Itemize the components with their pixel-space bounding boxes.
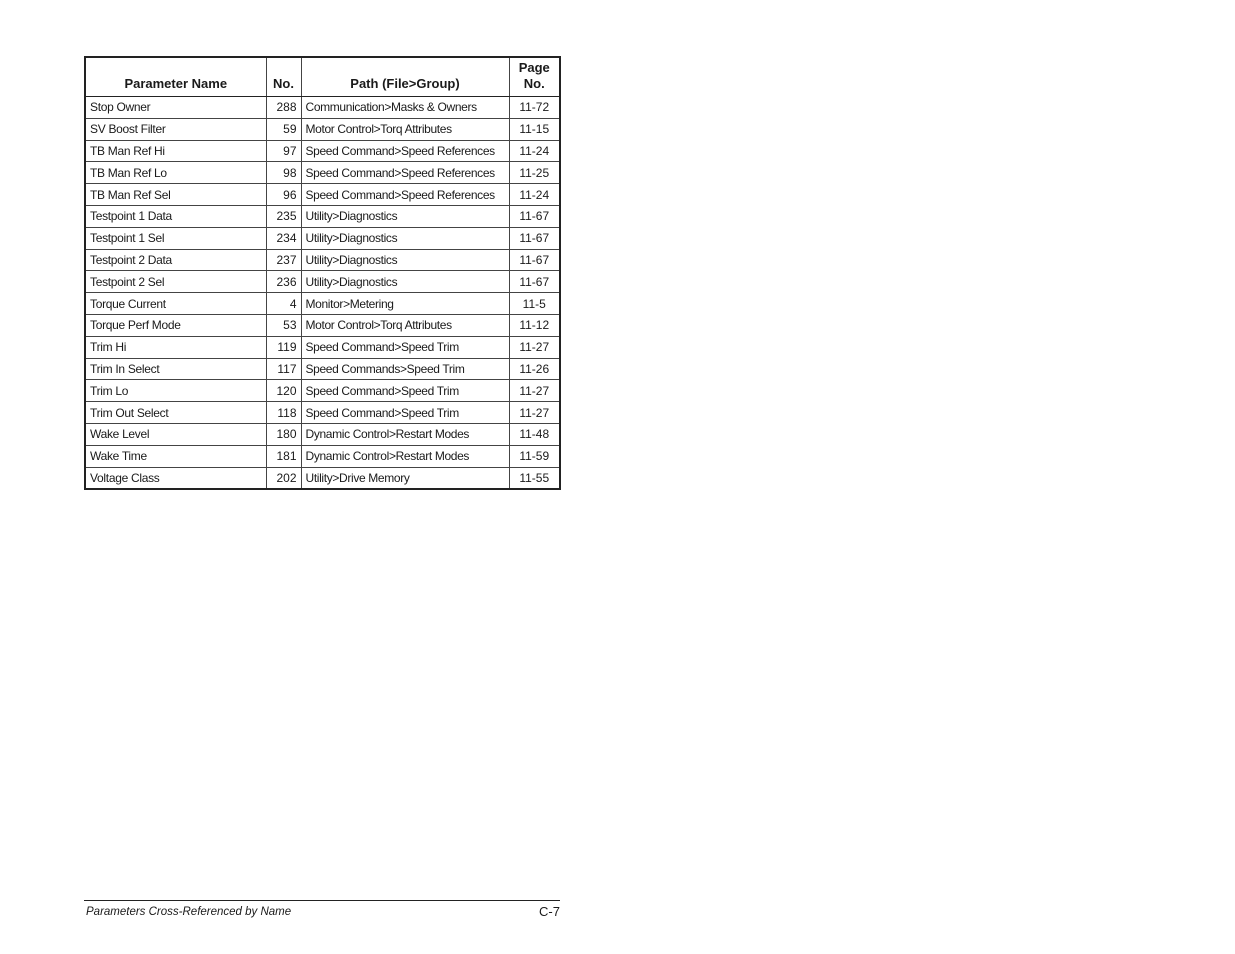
- parameter-number-cell: 236: [266, 271, 301, 293]
- table-row: [85, 423, 560, 445]
- page-number-cell: 11-67: [509, 249, 560, 271]
- parameter-name-cell: SV Boost Filter: [85, 118, 266, 140]
- page-number-cell: 11-55: [509, 467, 560, 489]
- page-number-cell: 11-67: [509, 227, 560, 249]
- parameter-name-cell: Trim Hi: [85, 336, 266, 358]
- parameter-number-cell: 96: [266, 184, 301, 206]
- parameter-path-cell: Speed Command>Speed References: [301, 140, 509, 162]
- table-row: [85, 358, 560, 380]
- table-row: [85, 336, 560, 358]
- parameter-number-cell: 119: [266, 336, 301, 358]
- parameter-path-cell: Dynamic Control>Restart Modes: [301, 445, 509, 467]
- parameter-number-cell: 234: [266, 227, 301, 249]
- header-number: No.: [266, 57, 301, 97]
- page-number-cell: 11-27: [509, 380, 560, 402]
- parameter-name-cell: Wake Level: [85, 423, 266, 445]
- header-parameter-name: Parameter Name: [85, 57, 266, 97]
- table-row: [85, 205, 560, 227]
- page-number-cell: 11-24: [509, 140, 560, 162]
- footer-page-number: C-7: [539, 904, 560, 919]
- parameter-name-cell: Stop Owner: [85, 97, 266, 119]
- table-row: [85, 380, 560, 402]
- table-row: [85, 271, 560, 293]
- parameter-name-cell: Trim Lo: [85, 380, 266, 402]
- table-row: [85, 184, 560, 206]
- parameter-name-cell: Voltage Class: [85, 467, 266, 489]
- header-path: Path (File>Group): [301, 57, 509, 97]
- parameter-path-cell: Utility>Diagnostics: [301, 227, 509, 249]
- parameter-name-cell: Testpoint 1 Data: [85, 205, 266, 227]
- table-row: [85, 402, 560, 424]
- table-row: [85, 314, 560, 336]
- header-page-line1: Page: [518, 60, 550, 75]
- parameter-number-cell: 181: [266, 445, 301, 467]
- page-number-cell: 11-72: [509, 97, 560, 119]
- parameter-name-cell: Torque Current: [85, 293, 266, 315]
- table-row: [85, 97, 560, 119]
- parameter-number-cell: 53: [266, 314, 301, 336]
- parameter-path-cell: Motor Control>Torq Attributes: [301, 314, 509, 336]
- page-number-cell: 11-25: [509, 162, 560, 184]
- parameter-number-cell: 117: [266, 358, 301, 380]
- parameter-name-cell: Testpoint 1 Sel: [85, 227, 266, 249]
- parameter-name-cell: Testpoint 2 Sel: [85, 271, 266, 293]
- header-page-line2: No.: [523, 76, 545, 91]
- parameter-name-cell: Trim In Select: [85, 358, 266, 380]
- page-number-cell: 11-5: [509, 293, 560, 315]
- parameter-path-cell: Monitor>Metering: [301, 293, 509, 315]
- parameter-path-cell: Speed Command>Speed Trim: [301, 380, 509, 402]
- parameter-path-cell: Speed Command>Speed References: [301, 184, 509, 206]
- header-page-number: [509, 57, 560, 97]
- table-row: [85, 467, 560, 489]
- page-number-cell: 11-67: [509, 271, 560, 293]
- parameter-path-cell: Speed Commands>Speed Trim: [301, 358, 509, 380]
- parameter-path-cell: Utility>Diagnostics: [301, 271, 509, 293]
- parameter-path-cell: Communication>Masks & Owners: [301, 97, 509, 119]
- parameter-path-cell: Speed Command>Speed References: [301, 162, 509, 184]
- page-number-cell: 11-27: [509, 336, 560, 358]
- parameter-number-cell: 237: [266, 249, 301, 271]
- table-header-row: [85, 57, 560, 97]
- parameter-number-cell: 120: [266, 380, 301, 402]
- table-row: [85, 118, 560, 140]
- parameter-name-cell: Trim Out Select: [85, 402, 266, 424]
- page-number-cell: 11-24: [509, 184, 560, 206]
- parameter-number-cell: 59: [266, 118, 301, 140]
- page-number-cell: 11-12: [509, 314, 560, 336]
- page-number-cell: 11-59: [509, 445, 560, 467]
- parameter-number-cell: 118: [266, 402, 301, 424]
- parameter-number-cell: 288: [266, 97, 301, 119]
- table-row: [85, 445, 560, 467]
- page-number-cell: 11-26: [509, 358, 560, 380]
- parameter-path-cell: Utility>Diagnostics: [301, 249, 509, 271]
- parameter-name-cell: Wake Time: [85, 445, 266, 467]
- table-row: [85, 249, 560, 271]
- parameter-number-cell: 180: [266, 423, 301, 445]
- parameter-path-cell: Motor Control>Torq Attributes: [301, 118, 509, 140]
- page-number-cell: 11-48: [509, 423, 560, 445]
- parameter-path-cell: Utility>Drive Memory: [301, 467, 509, 489]
- parameter-path-cell: Speed Command>Speed Trim: [301, 402, 509, 424]
- page-number-cell: 11-27: [509, 402, 560, 424]
- parameter-name-cell: Torque Perf Mode: [85, 314, 266, 336]
- footer-title: Parameters Cross-Referenced by Name: [86, 906, 292, 918]
- parameter-number-cell: 4: [266, 293, 301, 315]
- parameter-name-cell: TB Man Ref Hi: [85, 140, 266, 162]
- table-row: [85, 293, 560, 315]
- parameter-number-cell: 202: [266, 467, 301, 489]
- table-body: [85, 97, 560, 490]
- table-row: [85, 140, 560, 162]
- page-number-cell: 11-15: [509, 118, 560, 140]
- parameter-number-cell: 98: [266, 162, 301, 184]
- parameter-path-cell: Dynamic Control>Restart Modes: [301, 423, 509, 445]
- parameter-name-cell: TB Man Ref Sel: [85, 184, 266, 206]
- table-row: [85, 162, 560, 184]
- page-number-cell: 11-67: [509, 205, 560, 227]
- footer-divider: [84, 900, 560, 901]
- parameter-name-cell: Testpoint 2 Data: [85, 249, 266, 271]
- parameter-path-cell: Speed Command>Speed Trim: [301, 336, 509, 358]
- parameter-cross-reference-table: [84, 56, 561, 490]
- table-row: [85, 227, 560, 249]
- parameter-number-cell: 235: [266, 205, 301, 227]
- parameter-number-cell: 97: [266, 140, 301, 162]
- parameter-name-cell: TB Man Ref Lo: [85, 162, 266, 184]
- parameter-path-cell: Utility>Diagnostics: [301, 205, 509, 227]
